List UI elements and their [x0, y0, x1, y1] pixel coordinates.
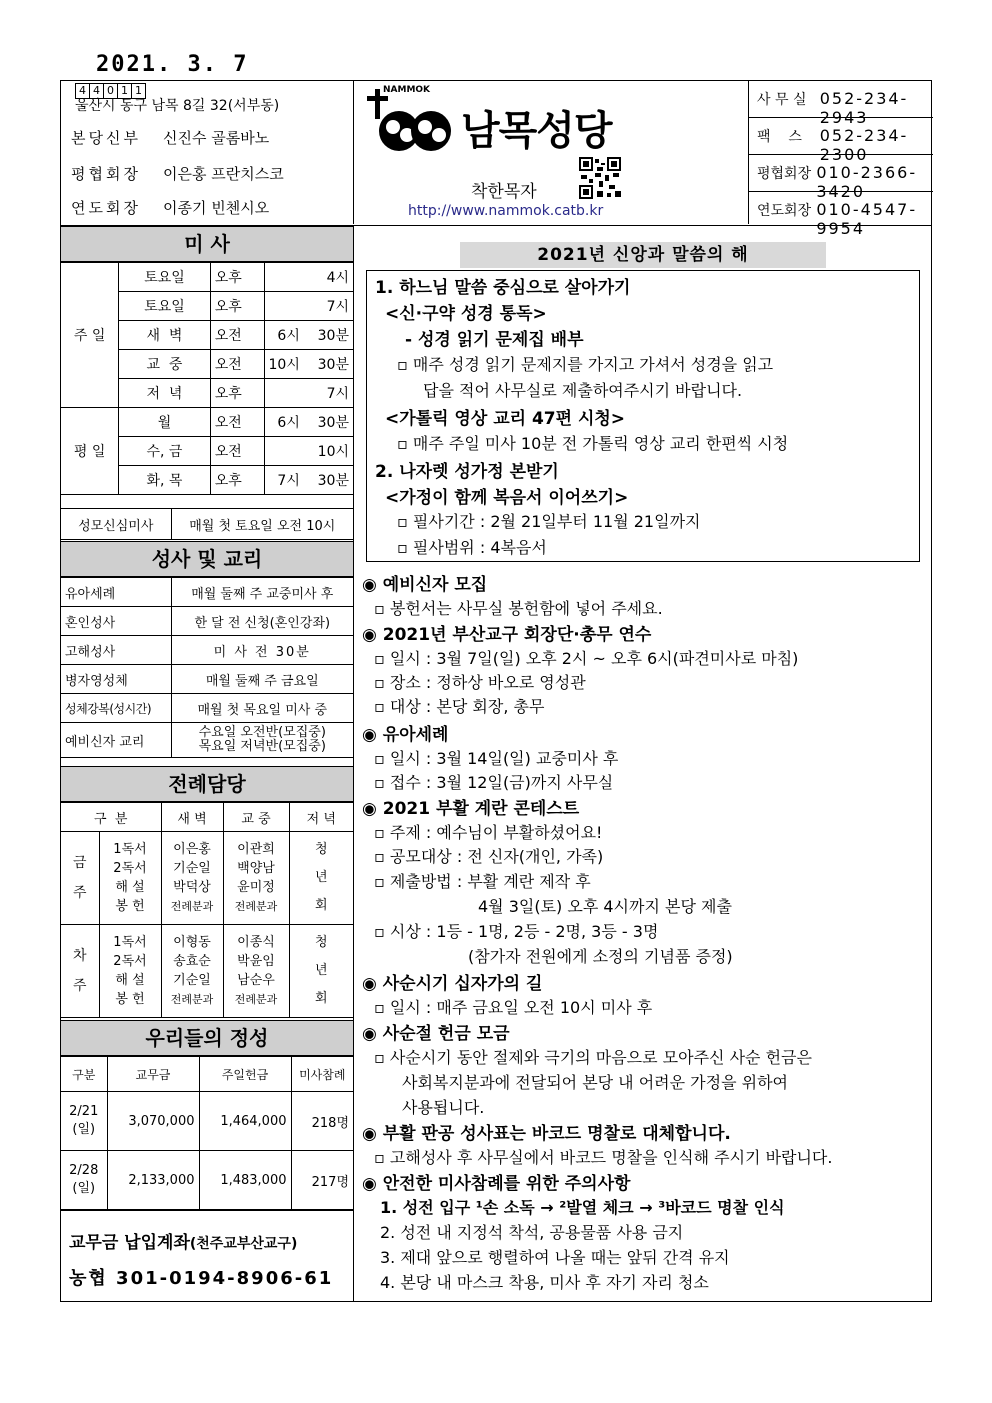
fax-number: 팩 스 052-234-2300	[757, 126, 909, 164]
box-line: ▫ 필사기간 : 2월 21일부터 11월 21일까지	[397, 512, 701, 531]
marian-mass-table	[61, 508, 353, 540]
account-title: 교무금 납입계좌(천주교부산교구)	[69, 1233, 298, 1253]
notice-line: ▫ 제출방법 : 부활 계란 제작 후	[374, 872, 591, 891]
table-row: 저 녁 오후 7시	[61, 379, 353, 408]
box-line: ▫ 필사범위 : 4복음서	[397, 538, 547, 557]
notice-heading: ◉ 유아세례	[362, 725, 449, 745]
notice-heading: ◉ 예비신자 모집	[362, 575, 488, 595]
notice-line: ▫ 사순시기 동안 절제와 극기의 마음으로 모아주신 사순 헌금은	[374, 1048, 812, 1067]
qr-code-icon	[579, 157, 621, 199]
table-row: 혼인성사 한 달 전 신청(혼인강좌)	[61, 607, 353, 636]
left-column	[60, 226, 354, 1302]
address: 울산시 동구 남목 8길 32(서부동)	[75, 98, 280, 114]
prayer-phone: 연도회장 010-4547-9954	[757, 200, 918, 238]
notice-line: ▫ 접수 : 3월 12일(금)까지 사무실	[374, 773, 614, 792]
table-row: 구 분 새 벽 교 중 저 녁	[61, 803, 353, 832]
notice-line: ▫ 대상 : 본당 회장, 총무	[374, 697, 545, 716]
notice-heading: ◉ 안전한 미사참례를 위한 주의사항	[362, 1174, 631, 1194]
table-row: 구분 교무금 주일헌금 미사참례	[61, 1057, 353, 1092]
sacraments-section-title: 성사 및 교리	[61, 541, 353, 577]
account-number: 농협 301-0194-8906-61	[69, 1268, 334, 1289]
table-row: 2/21 (일) 3,070,000 1,464,000 218명	[61, 1092, 353, 1151]
theme-box	[366, 270, 920, 562]
table-row: 새 벽 오전 6시 30분	[61, 321, 353, 350]
logo-small-text: NAMMOK	[383, 85, 431, 95]
church-name: 남목성당	[461, 108, 612, 154]
table-row: 병자영성체 매월 둘째 주 금요일	[61, 665, 353, 694]
mass-table	[61, 262, 353, 495]
council-phone: 평협회장 010-2366-3420	[757, 163, 918, 201]
safety-rule: 3. 제대 앞으로 행렬하여 나올 때는 앞뒤 간격 유지	[380, 1248, 730, 1267]
box-line: 답을 적어 사무실로 제출하여주시기 바랍니다.	[423, 381, 743, 400]
box-line: 2. 나자렛 성가정 본받기	[375, 462, 559, 482]
right-column	[354, 226, 932, 1302]
header-contacts	[749, 81, 933, 238]
issue-date: 2021. 3. 7	[96, 52, 249, 77]
box-line: <신·구약 성경 통독>	[385, 304, 547, 324]
notice-line: ▫ 장소 : 정하상 바오로 영성관	[374, 673, 586, 692]
church-logo-icon	[363, 87, 463, 161]
pastor-row: 본당신부 신진수 골롬바노	[71, 129, 270, 147]
box-line: - 성경 읽기 문제집 배부	[405, 330, 584, 350]
box-line: <가톨릭 영상 교리 47편 시청>	[385, 409, 626, 429]
table-row: 성체강복(성시간) 매월 첫 목요일 미사 중	[61, 694, 353, 723]
office-phone: 사 무 실 052-234-2943	[757, 89, 909, 127]
notice-line: 사용됩니다.	[402, 1098, 485, 1117]
table-row: 차 주 1독서 2독서 해 설 봉 헌 이형동 송효순 기순일 전례분과 이종식 박윤임 남순우 전례분과 청 년 회	[61, 925, 353, 1018]
notice-line: ▫ 주제 : 예수님이 부활하셨어요!	[374, 823, 603, 842]
sacraments-table	[61, 577, 353, 758]
safety-rule: 1. 성전 입구 ¹손 소독 → ²발열 체크 → ³바코드 명찰 인식	[380, 1198, 785, 1217]
table-row: 토요일 오후 7시	[61, 292, 353, 321]
notice-line: (참가자 전원에게 소정의 기념품 증정)	[468, 947, 733, 966]
notice-line: ▫ 일시 : 3월 14일(일) 교중미사 후	[374, 749, 619, 768]
safety-rule: 2. 성전 내 지정석 착석, 공용물품 사용 금지	[380, 1223, 684, 1242]
table-row: 2/28 (일) 2,133,000 1,483,000 217명	[61, 1151, 353, 1210]
notice-line: ▫ 봉헌서는 사무실 봉헌함에 넣어 주세요.	[374, 599, 663, 618]
notice-line: ▫ 공모대상 : 전 신자(개인, 가족)	[374, 847, 604, 866]
box-line: 1. 하느님 말씀 중심으로 살아가기	[375, 278, 631, 298]
notice-line: 사회복지분과에 전달되어 본당 내 어려운 가정을 위하여	[402, 1073, 789, 1092]
yearly-theme-banner: 2021년 신앙과 말씀의 해	[460, 242, 826, 268]
website-link[interactable]: http://www.nammok.catb.kr	[408, 203, 604, 219]
notice-heading: ◉ 사순시기 십자가의 길	[362, 974, 543, 994]
safety-rule: 4. 본당 내 마스크 착용, 미사 후 자기 자리 청소	[380, 1273, 709, 1292]
council-row: 평협회장 이은홍 프란치스코	[71, 165, 284, 183]
table-row: 예비신자 교리 수요일 오전반(모집중) 목요일 저녁반(모집중)	[61, 723, 353, 758]
table-row: 수, 금 오전 10시	[61, 437, 353, 466]
table-row: 고해성사 미 사 전 30분	[61, 636, 353, 665]
table-row: 평 일 월 오전 6시 30분	[61, 408, 353, 437]
table-row: 화, 목 오후 7시 30분	[61, 466, 353, 495]
zip-code: 4 4 0 1 1	[75, 83, 145, 99]
table-row: 유아세례 매월 둘째 주 교중미사 후	[61, 578, 353, 607]
header-info	[61, 81, 354, 224]
offering-section-title: 우리들의 정성	[61, 1020, 353, 1056]
offering-table	[61, 1056, 353, 1210]
notice-line: 4월 3일(토) 오후 4시까지 본당 제출	[478, 897, 732, 916]
mass-section-title: 미 사	[61, 226, 353, 262]
liturgy-section-title: 전례담당	[61, 766, 353, 802]
table-row: 금 주 1독서 2독서 해 설 봉 헌 이은홍 기순일 박덕상 전례분과 이관희 백양남 윤미정 전례분과 청 년 회	[61, 832, 353, 925]
notice-line: ▫ 일시 : 매주 금요일 오전 10시 미사 후	[374, 998, 653, 1017]
notice-heading: ◉ 2021 부활 계란 콘테스트	[362, 799, 580, 819]
notice-heading: ◉ 부활 판공 성사표는 바코드 명찰로 대체합니다.	[362, 1124, 731, 1144]
notice-line: ▫ 고해성사 후 사무실에서 바코드 명찰을 인식해 주시기 바랍니다.	[374, 1148, 833, 1167]
notice-line: ▫ 일시 : 3월 7일(일) 오후 2시 ~ 오후 6시(파견미사로 마침)	[374, 649, 799, 668]
table-row: 주 일 토요일 오후 4시	[61, 263, 353, 292]
liturgy-table	[61, 802, 353, 1018]
prayer-row: 연도회장 이종기 빈첸시오	[71, 199, 270, 217]
table-row: 교 중 오전 10시 30분	[61, 350, 353, 379]
parish-motto: 착한목자	[471, 182, 537, 202]
box-line: <가정이 함께 복음서 이어쓰기>	[385, 488, 629, 508]
box-line: ▫ 매주 성경 읽기 문제지를 가지고 가셔서 성경을 읽고	[397, 355, 774, 374]
header-logo	[353, 81, 749, 224]
box-line: ▫ 매주 주일 미사 10분 전 가톨릭 영상 교리 한편씩 시청	[397, 434, 789, 453]
header	[60, 80, 932, 238]
notice-heading: ◉ 2021년 부산교구 회장단·총무 연수	[362, 625, 652, 645]
notice-line: ▫ 시상 : 1등 - 1명, 2등 - 2명, 3등 - 3명	[374, 922, 659, 941]
notice-heading: ◉ 사순절 헌금 모금	[362, 1024, 510, 1044]
table-row: 성모신심미사 매월 첫 토요일 오전 10시	[61, 509, 353, 540]
